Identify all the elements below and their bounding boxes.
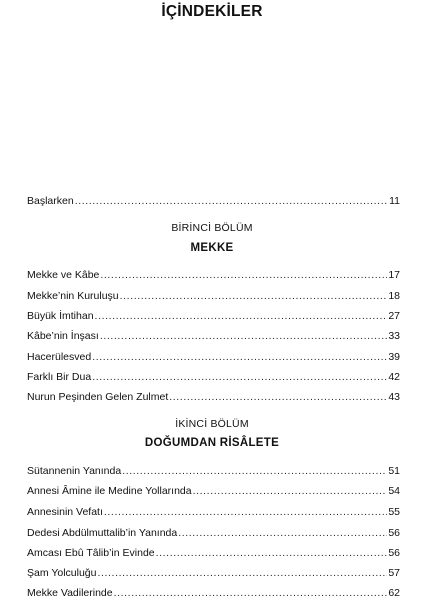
dot-leader <box>100 268 387 282</box>
toc-entry[interactable] <box>27 390 400 404</box>
page-title: İÇİNDEKİLER <box>161 3 263 20</box>
dot-leader <box>178 526 387 540</box>
toc-entry-page: 57 <box>388 567 400 579</box>
dot-leader <box>193 484 388 498</box>
toc-entry-label: Başlarken <box>27 195 74 207</box>
toc-entry-label: Amcası Ebû Tâlib’in Evinde <box>27 547 155 559</box>
dot-leader <box>92 350 387 364</box>
toc-entry-page: 33 <box>388 330 400 342</box>
dot-leader <box>97 566 387 580</box>
dot-leader <box>75 194 388 208</box>
dot-leader <box>122 464 387 478</box>
toc-entry-label: Farklı Bir Dua <box>27 371 92 383</box>
dot-leader <box>100 329 388 343</box>
toc-entry-label: Sütannenin Yanında <box>27 465 122 477</box>
toc-entry[interactable] <box>27 566 400 580</box>
dot-leader <box>104 505 387 519</box>
section-label-1: BİRİNCİ BÖLÜM <box>171 222 253 234</box>
toc-entry-page: 43 <box>388 391 400 403</box>
dot-leader <box>120 289 388 303</box>
toc-entry-label: Nurun Peşinden Gelen Zulmet <box>27 391 169 403</box>
toc-entry-page: 11 <box>389 195 400 207</box>
toc-entry[interactable] <box>27 350 400 364</box>
toc-entry-label: Mekke ve Kâbe <box>27 269 100 281</box>
toc-entry-label: Dedesi Abdülmuttalib’in Yanında <box>27 527 178 539</box>
toc-entry-page: 51 <box>388 465 400 477</box>
toc-entry[interactable] <box>27 586 400 600</box>
toc-entry[interactable] <box>27 505 400 519</box>
toc-entry-label: Kâbe’nin İnşası <box>27 330 99 342</box>
toc-entry[interactable] <box>27 268 400 282</box>
toc-entry[interactable] <box>27 546 400 560</box>
section-label-2: İKİNCİ BÖLÜM <box>175 418 249 430</box>
toc-entry[interactable] <box>27 370 400 384</box>
toc-entry[interactable] <box>27 484 400 498</box>
toc-entry-page: 62 <box>388 587 400 599</box>
toc-entry-label: Annesinin Vefatı <box>27 506 103 518</box>
toc-entry-page: 56 <box>388 527 400 539</box>
toc-entry-label: Mekke Vadilerinde <box>27 587 113 599</box>
section-title-2: DOĞUMDAN RİSÂLETE <box>144 437 280 449</box>
toc-entry-page: 17 <box>388 269 400 281</box>
toc-entry-label: Şam Yolculuğu <box>27 567 97 579</box>
toc-entry[interactable] <box>27 289 400 303</box>
toc-entry-page: 54 <box>388 485 400 497</box>
toc-entry-page: 56 <box>388 547 400 559</box>
section-title-1: MEKKE <box>190 242 234 254</box>
dot-leader <box>114 586 388 600</box>
dot-leader <box>95 309 388 323</box>
toc-entry-page: 42 <box>388 371 400 383</box>
dot-leader <box>169 390 387 404</box>
toc-entry-intro[interactable] <box>27 194 400 208</box>
toc-entry-label: Mekke’nin Kuruluşu <box>27 290 119 302</box>
toc-entry-label: Hacerülesved <box>27 351 92 363</box>
toc-entry-page: 27 <box>388 310 400 322</box>
toc-entry-page: 18 <box>388 290 400 302</box>
toc-entry-label: Büyük İmtihan <box>27 310 94 322</box>
toc-entry[interactable] <box>27 309 400 323</box>
toc-entry-page: 55 <box>388 506 400 518</box>
toc-entry[interactable] <box>27 329 400 343</box>
toc-entry[interactable] <box>27 526 400 540</box>
toc-entry-label: Annesi Âmine ile Medine Yollarında <box>27 485 192 497</box>
dot-leader <box>92 370 387 384</box>
toc-entry[interactable] <box>27 464 400 478</box>
toc-entry-page: 39 <box>388 351 400 363</box>
dot-leader <box>156 546 388 560</box>
